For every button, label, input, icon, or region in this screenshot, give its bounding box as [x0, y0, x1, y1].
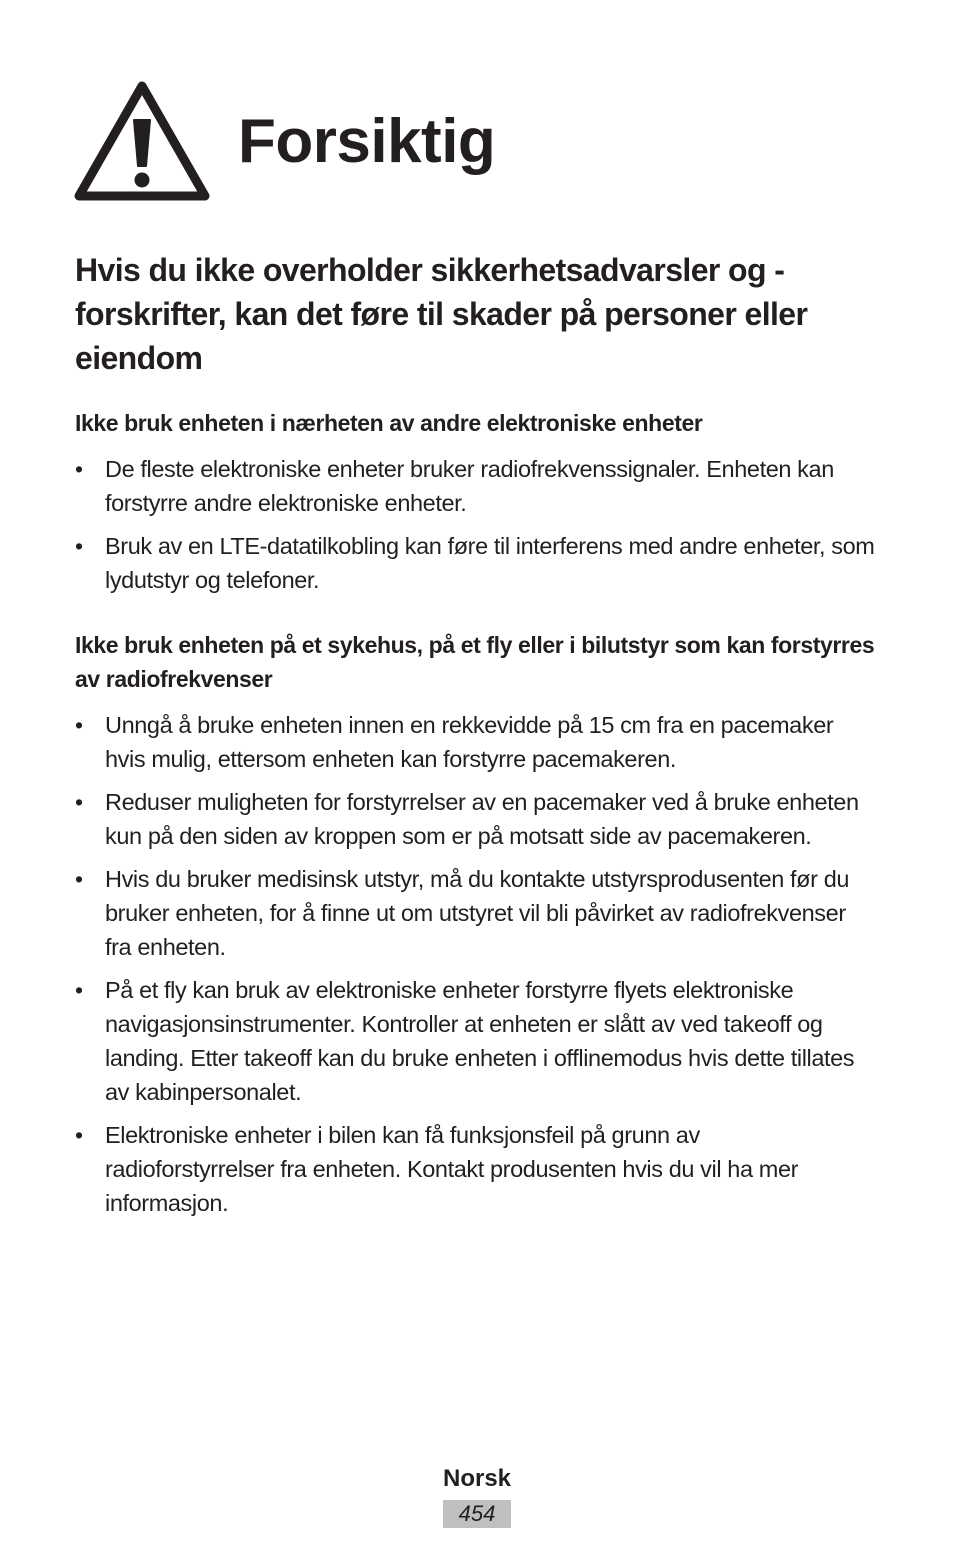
- bullet-icon: •: [75, 866, 83, 892]
- bullet-icon: •: [75, 1122, 83, 1148]
- bullet-icon: •: [75, 456, 83, 482]
- language-label: Norsk: [442, 1465, 512, 1492]
- list-item: [75, 452, 875, 520]
- list-item: [75, 973, 875, 1109]
- list-item-text: På et fly kan bruk av elektroniske enheter forstyrre flyets elektroniske navigasjonsinstrumenter. Kontroller at enheten er slått av ved takeoff og landing. Etter takeoff kan du bruke enheten i offlinemodus hvis dette tillates av kabinpersonalet.: [105, 977, 855, 1105]
- page-title: Forsiktig: [238, 107, 496, 176]
- list-item: [75, 862, 875, 964]
- section-heading-hospital-aircraft: Ikke bruk enheten på et sykehus, på et fly eller i bilutstyr som kan forstyrres av radiofrekvenser: [75, 632, 875, 692]
- section-heading-electronic-devices: Ikke bruk enheten i nærheten av andre elektroniske enheter: [75, 410, 703, 436]
- list-item: [75, 708, 875, 776]
- page-number: 454: [443, 1500, 511, 1528]
- list-item-text: Unngå å bruke enheten innen en rekkevidde på 15 cm fra en pacemaker hvis mulig, ettersom enheten kan forstyrre pacemakeren.: [105, 712, 834, 772]
- bullet-list-hospital-aircraft: [75, 708, 875, 1220]
- list-item: [75, 529, 875, 597]
- list-item-text: De fleste elektroniske enheter bruker radiofrekvenssignaler. Enheten kan forstyrre andre elektroniske enheter.: [105, 456, 834, 516]
- main-heading: Hvis du ikke overholder sikkerhetsadvarsler og -forskrifter, kan det føre til skader på personer eller eiendom: [75, 252, 808, 376]
- list-item-text: Bruk av en LTE-datatilkobling kan føre til interferens med andre enheter, som lydutstyr og telefoner.: [105, 533, 875, 593]
- warning-triangle-icon: [73, 80, 211, 204]
- bullet-icon: •: [75, 789, 83, 815]
- list-item-text: Hvis du bruker medisinsk utstyr, må du kontakte utstyrsprodusenten før du bruker enheten, for å finne ut om utstyret vil bli påvirket av radiofrekvenser fra enheten.: [105, 866, 850, 960]
- page-header: [73, 80, 873, 204]
- page-footer: [0, 1462, 954, 1528]
- bullet-list-electronic-devices: [75, 452, 875, 597]
- content: [75, 248, 875, 1229]
- list-item-text: Reduser muligheten for forstyrrelser av en pacemaker ved å bruke enheten kun på den siden av kroppen som er på motsatt side av pacemakeren.: [105, 789, 859, 849]
- bullet-icon: •: [75, 712, 83, 738]
- list-item-text: Elektroniske enheter i bilen kan få funksjonsfeil på grunn av radioforstyrrelser fra enheten. Kontakt produsenten hvis du vil ha mer informasjon.: [105, 1122, 799, 1216]
- list-item: [75, 1118, 875, 1220]
- list-item: [75, 785, 875, 853]
- bullet-icon: •: [75, 977, 83, 1003]
- bullet-icon: •: [75, 533, 83, 559]
